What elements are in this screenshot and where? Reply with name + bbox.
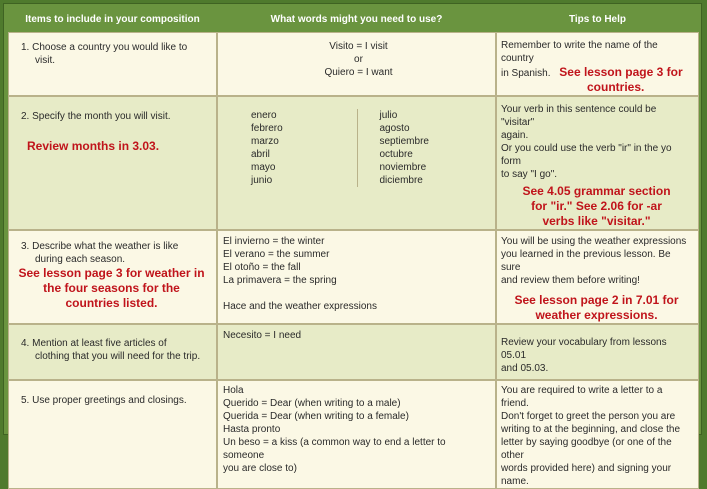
table-row <box>8 230 699 324</box>
row3-words: El invierno = the winter El verano = the summer El otoño = the fall La primavera = the spring Hace and the weather expressions <box>217 230 496 324</box>
row3-tips: You will be using the weather expressions you learned in the previous lesson. Be sure and review them before writing! See lesson page 2 in 7.01 for weather expressions. <box>496 230 699 324</box>
table-row <box>8 380 699 489</box>
months-left: enero febrero marzo abril mayo junio <box>251 110 283 186</box>
composition-table <box>8 7 699 489</box>
row4-tips: Review your vocabulary from lessons 05.01 and 05.03. <box>496 324 699 380</box>
row5-item: 5. Use proper greetings and closings. <box>8 380 217 489</box>
header-tips: Tips to Help <box>496 7 699 32</box>
header-row <box>8 7 699 32</box>
row3-item: 3. Describe what the weather is like during each season. See lesson page 3 for weather in the four seasons for the countries listed. <box>8 230 217 324</box>
row5-tips: You are required to write a letter to a friend. Don't forget to greet the person you are writing to at the beginning, and close the letter by saying goodbye (or one of the other words provided here) and signing your name. <box>496 380 699 489</box>
header-items: Items to include in your composition <box>8 7 217 32</box>
row1-tips: Remember to write the name of the country in Spanish. See lesson page 3 for countries. <box>496 32 699 96</box>
row2-tips: Your verb in this sentence could be "visitar" again. Or you could use the verb "ir" in the yo form to say "I go". See 4.05 grammar section for "ir." See 2.06 for -ar verbs like "visitar." <box>496 96 699 230</box>
row4-item: 4. Mention at least five articles of clothing that you will need for the trip. <box>8 324 217 380</box>
row2-item: 2. Specify the month you will visit. Review months in 3.03. <box>8 96 217 230</box>
months-right: julio agosto septiembre octubre noviembre diciembre <box>357 109 496 187</box>
row5-words: Hola Querido = Dear (when writing to a male) Querida = Dear (when writing to a female) Hasta pronto Un beso = a kiss (a common way to end a letter to someone you are close to) <box>217 380 496 489</box>
table-row <box>8 324 699 380</box>
row4-words: Necesito = I need <box>217 324 496 380</box>
row1-item: 1. Choose a country you would like to visit. <box>8 32 217 96</box>
row2-words <box>217 96 496 230</box>
header-words: What words might you need to use? <box>217 7 496 32</box>
table-row <box>8 96 699 230</box>
table-frame <box>3 3 702 487</box>
row1-words: Visito = I visit or Quiero = I want <box>217 32 496 96</box>
table-row <box>8 32 699 96</box>
